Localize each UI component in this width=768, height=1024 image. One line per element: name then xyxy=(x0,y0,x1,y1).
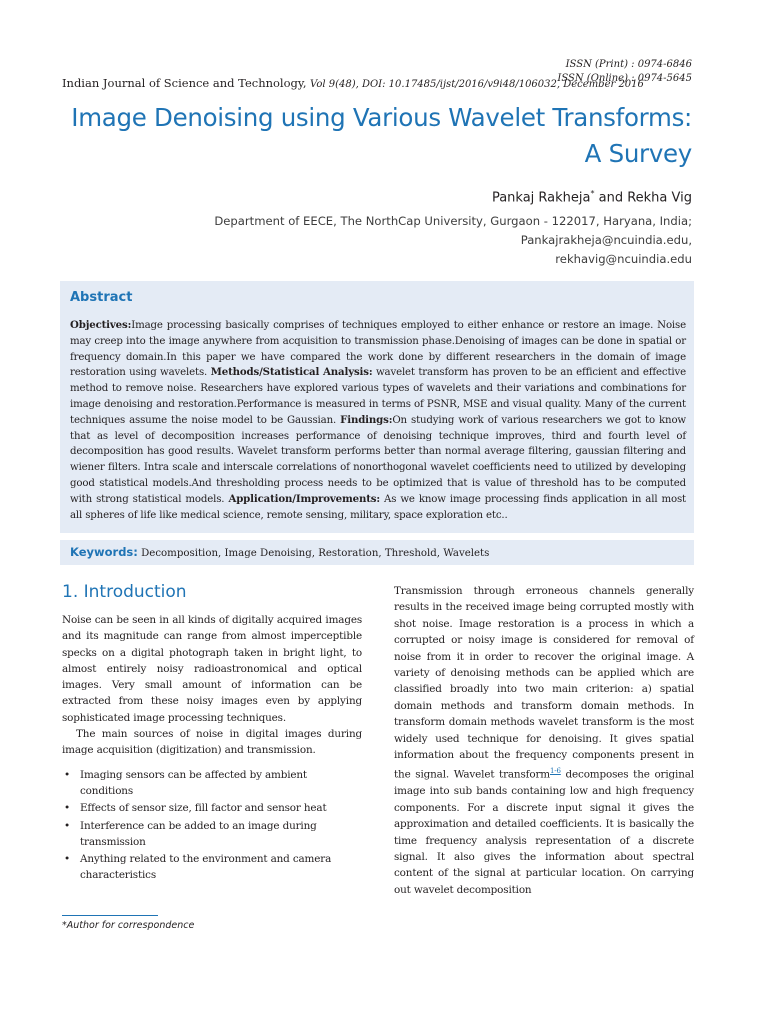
issn-online: ISSN (Online) : 0974-5645 xyxy=(557,73,692,84)
title-line-2: A Survey xyxy=(584,139,692,168)
authors xyxy=(492,189,692,205)
right-text-1: Transmission through erroneous channels generally results in the received image being corrupted mostly with shot noise. Image restoration is a process in which a corrupted or noisy image is considered for removal of noise from it in order to recover the original image. A variety of denoising methods can be applied which are classified broadly into two main criterion: a) spatial domain methods and transform domain methods. In transform domain methods wavelet transform is the most widely used technique for denoising. It gives spatial information about the frequency components present in the signal. Wavelet transform xyxy=(394,585,694,781)
label-objectives: Objectives: xyxy=(70,319,132,331)
issn-print: ISSN (Print) : 0974-6846 xyxy=(565,59,692,70)
abstract-heading: Abstract xyxy=(70,290,133,305)
intro-paragraph-1: Noise can be seen in all kinds of digitally acquired images and its magnitude can range from almost imperceptible specks on a digital photograph taken in bright light, to almost entirely noisy radioastronomical and optical images. Very small amount of information can be extracted from these noisy images even by applying sophisticated image processing techniques. xyxy=(62,614,362,724)
issn-block xyxy=(557,58,692,86)
text-application: As we know image processing finds application in all most all spheres of life like medical science, remote sensing, military, space exploration etc.. xyxy=(70,493,686,521)
list-item: • Anything related to the environment and camera characteristics xyxy=(62,851,362,884)
intro-paragraph-2: The main sources of noise in digital images during image acquisition (digitization) and transmission. xyxy=(62,728,362,757)
affiliation-line-1: Department of EECE, The NorthCap University, Gurgaon - 122017, Haryana, India; Pankajrakheja@ncuindia.edu, xyxy=(214,214,692,247)
citation-link[interactable]: 1-6 xyxy=(549,767,561,776)
correspondence-mark: * xyxy=(590,189,595,198)
label-findings: Findings: xyxy=(340,413,393,426)
keywords xyxy=(70,545,489,559)
text-findings: On studying work of various researchers we got to know that as level of decomposition increases performance of denoising technique improves, third and fourth level of decomposition has good results. Wavelet transform performs better than normal average filtering, gaussian filtering and wiener filters. Intra scale and interscale correlations of nonorthogonal wavelet coefficients need to utilized by developing good statistical models.And thresholding process needs to be optimized that is value of threshold has to be computed with strong statistical models. xyxy=(70,414,687,505)
right-column xyxy=(394,583,694,898)
affiliation-line-2: rekhavig@ncuindia.edu xyxy=(555,252,692,266)
footnote: *Author for correspondence xyxy=(62,920,195,931)
label-methods: Methods/Statistical Analysis: xyxy=(210,366,373,379)
footnote-divider xyxy=(62,915,158,916)
affiliation xyxy=(80,212,692,269)
list-item: • Effects of sensor size, fill factor and sensor heat xyxy=(62,800,362,816)
left-column xyxy=(62,612,362,885)
label-application: Application/Improvements: xyxy=(228,492,380,505)
noise-sources-list xyxy=(62,767,362,884)
right-text-2: decomposes the original image into sub bands containing low and high frequency components. For a discrete input signal it gives the approximation and detailed coefficients. It is basically the time frequency analysis representation of a discrete signal. It also gives the information about spectral content of the signal at particular location. On carrying out wavelet decomposition xyxy=(394,768,694,896)
list-item: • Imaging sensors can be affected by ambient conditions xyxy=(62,767,362,800)
list-item: • Interference can be added to an image during transmission xyxy=(62,818,362,851)
journal-name: Indian Journal of Science and Technology, xyxy=(62,76,307,90)
journal-meta: Vol 9(48), DOI: 10.17485/ijst/2016/v9i48/106032, December 2016 xyxy=(310,79,644,90)
text-objectives: Image processing basically comprises of techniques employed to either enhance or restore an image. Noise may creep into the image anywhere from acquisition to transmission phase.Denoising of images can be done in spatial or frequency domain.In this paper we have compared the work done by different researchers in the domain of image restoration using wavelets. xyxy=(70,320,686,379)
keywords-text: Decomposition, Image Denoising, Restoration, Threshold, Wavelets xyxy=(137,548,490,559)
intro-paragraph-right xyxy=(394,583,694,898)
introduction-heading: 1. Introduction xyxy=(62,582,187,602)
text-methods: wavelet transform has proven to be an efficient and effective method to remove noise. Researchers have explored various types of wavelets and their variations and combinations for image denoising and restoration.Performance is measured in terms of PSNR, MSE and visual quality. Many of the current techniques assume the noise model to be Gaussian. xyxy=(70,367,686,426)
author-first: Pankaj Rakheja xyxy=(491,190,591,206)
author-rest: and Rekha Vig xyxy=(594,190,692,206)
keywords-label: Keywords: xyxy=(70,545,138,559)
title-line-1: Image Denoising using Various Wavelet Transforms: xyxy=(71,103,692,132)
paper-title xyxy=(62,100,692,172)
abstract-body xyxy=(70,318,686,523)
